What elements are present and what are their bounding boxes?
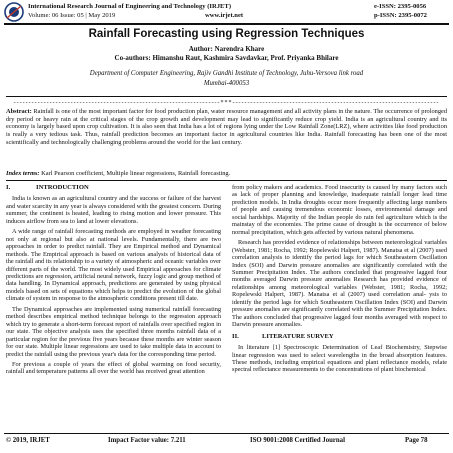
section-number: II. [232, 332, 239, 340]
section-number: I. [6, 184, 11, 191]
abstract-text: Rainfall is one of the most important factor for food production plan, water resource management and all activity plans in the nature. The occurrence of prolonged dry period or heavy rain at the critical stages of the crop growth and development may lead to significantly reduce crop yield. India is an agricultural country and its economy is largely based upon crop cultivation. It is also seen that India has a lot of regions lying under the Low Rainfall Zone(LRZ), where activities like food production is really a very tedious task. Thus, rainfall prediction becomes an important factor in agricultural countries like India. Rainfall forecasting has been one of the most scientifically and technologically challenging problems around the world for the last century. [6, 108, 447, 146]
volume-issue: Volume: 06 Issue: 05 | May 2019 [28, 11, 116, 19]
paragraph: In literature [1] Spectroscopic Determination of Leaf Biochemistry, Stepwise linear regression was used to select wavelengths in the broad absorption features. These methods, including empirical equations and plant reflectance models, relate spectral reflectance measurements to the concentrations of plant biochemical [232, 344, 447, 374]
footer-page-number: Page 78 [405, 437, 428, 444]
index-terms-text: Karl Pearson coefficient, Multiple linear regressions, Rainfall forecasting. [39, 170, 231, 177]
section-heading-literature-survey [232, 333, 447, 340]
separator-stars: ---------------------------------------------------------------------***--------------------------------------------------------------------- [13, 100, 440, 106]
paragraph: Research has provided evidence of relationships between meteorological variables (Webster, 1981; Rocha, 1992; Ropelewski Halpert, 1987). Manatsa et al (2007) used correlation analysis to identify the period lags for which Southeastern Oscillation Index (SOI) and Darwin pressure anomalies are significantly correlated with the Summer Precipitation Index. The authors concluded that progressive lagged four months averaged Darwin pressure anomalies Research has provided evidence of relationships among meteorological variables (Webster, 1981; Rocha, 1992; Ropelewski Halpert, 1987). Manatsa et al (2007) used correlation anal- ysis to identify the period lags for which Southeastern Oscillation Index (SOI) and Darwin pressure anomalies are significantly correlated with the Summer Precipitation Index. The authors concluded that progressive lagged four months averaged with respect to Darwin pressure anomalies. [232, 239, 447, 329]
abstract-label: Abstract: [6, 108, 32, 115]
paper-title: Rainfall Forecasting using Regression Techniques [88, 28, 365, 40]
footer-impact-factor: Impact Factor value: 7.211 [108, 437, 186, 444]
eissn: e-ISSN: 2395-0056 [374, 3, 427, 10]
right-column [232, 184, 447, 377]
affiliation-line-1: Department of Computer Engineering, Rajiv Gandhi Institute of Technology, Juhu-Versova link road [89, 70, 364, 77]
footer-rule [4, 433, 449, 434]
separator-top [6, 96, 447, 97]
paragraph: India is known as an agricultural country and the success or failure of the harvest and water scarcity in any year is always considered with the greatest concern. During summer, the continent is heated, leading to rising motion and lower pressure. This induces airflow from sea to land at lower elevations. [6, 195, 221, 225]
left-column [6, 184, 221, 379]
affiliation-line-2: Mumbai-400053 [203, 80, 250, 87]
coauthors-line: Co-authors: Himanshu Raut, Kashmira Savdavkar, Prof. Priyanka Bhilare [114, 54, 339, 62]
pissn: p-ISSN: 2395-0072 [374, 11, 427, 19]
header-rule [4, 23, 449, 25]
journal-website: www.irjet.net [205, 12, 244, 19]
journal-name: International Research Journal of Engineering and Technology (IRJET) [28, 3, 232, 10]
author-line: Author: Narendra Khare [188, 45, 265, 53]
section-title: INTRODUCTION [36, 184, 89, 191]
abstract [6, 108, 447, 147]
paragraph: A wide range of rainfall forecasting methods are employed in weather forecasting not only at regional but also at national levels. Fundamentally, there are two approaches in order to predict rainfall. They are Empirical method and Dynamical methods. The Empirical approach is based on various analysis of historical data of the rainfall and its relationship to a variety of atmospheric and oceanic variables over different parts of the world. The most widely used Empirical approaches for climate predictions are regression, artificial neural network, fuzzy logic and group method of data handling. In Dynamical approach, predictions are generated by using physical models based on sets of equations which helps to predict the evolution of the global climate of system in response to the atmospheric conditions present till date. [6, 228, 221, 303]
section-title: LITERATURE SURVEY [262, 332, 334, 340]
irjet-logo-icon [4, 2, 24, 22]
separator-bottom [6, 180, 447, 181]
footer-iso: ISO 9001:2008 Certified Journal [250, 437, 345, 444]
page-footer [0, 437, 453, 449]
paragraph: For previous a couple of years the effect of global warming on food security, rainfall and temperature patterns all over the world has received great attention [6, 360, 221, 376]
journal-header [0, 0, 453, 26]
index-terms-label: Index terms: [6, 170, 40, 177]
footer-copyright: © 2019, IRJET [6, 437, 50, 444]
index-terms [6, 170, 447, 178]
section-heading-introduction [6, 184, 221, 191]
paragraph: from policy makers and academics. Food insecurity is caused by many factors such as lack of proper planning and knowledge, inadequate rainfall longer lead time prediction models. In India droughts occur more frequently affecting large numbers of people and causing tremendous economic losses, environmental damage and social hardships. Majority of the Indian people do rain fed agriculture which is the mainstay of the economies. The prime cause of drought is the occurrence of below normal precipitation, which gets affected by various natural phenomena. [232, 184, 447, 236]
paragraph: The Dynamical approaches are implemented using numerical rainfall forecasting method describes empirical method technique belongs to the regression approach which try to generate a short-term forecast report of rainfalls over specified region in our state. The objective analysis uses the specified three months rainfall data of a particular region for the previous five years because these months are winter season for our state. Multiple linear regressions are used to take multiple data in account to predict the rainfall using the previous year's data for the corresponding time period. [6, 305, 221, 358]
